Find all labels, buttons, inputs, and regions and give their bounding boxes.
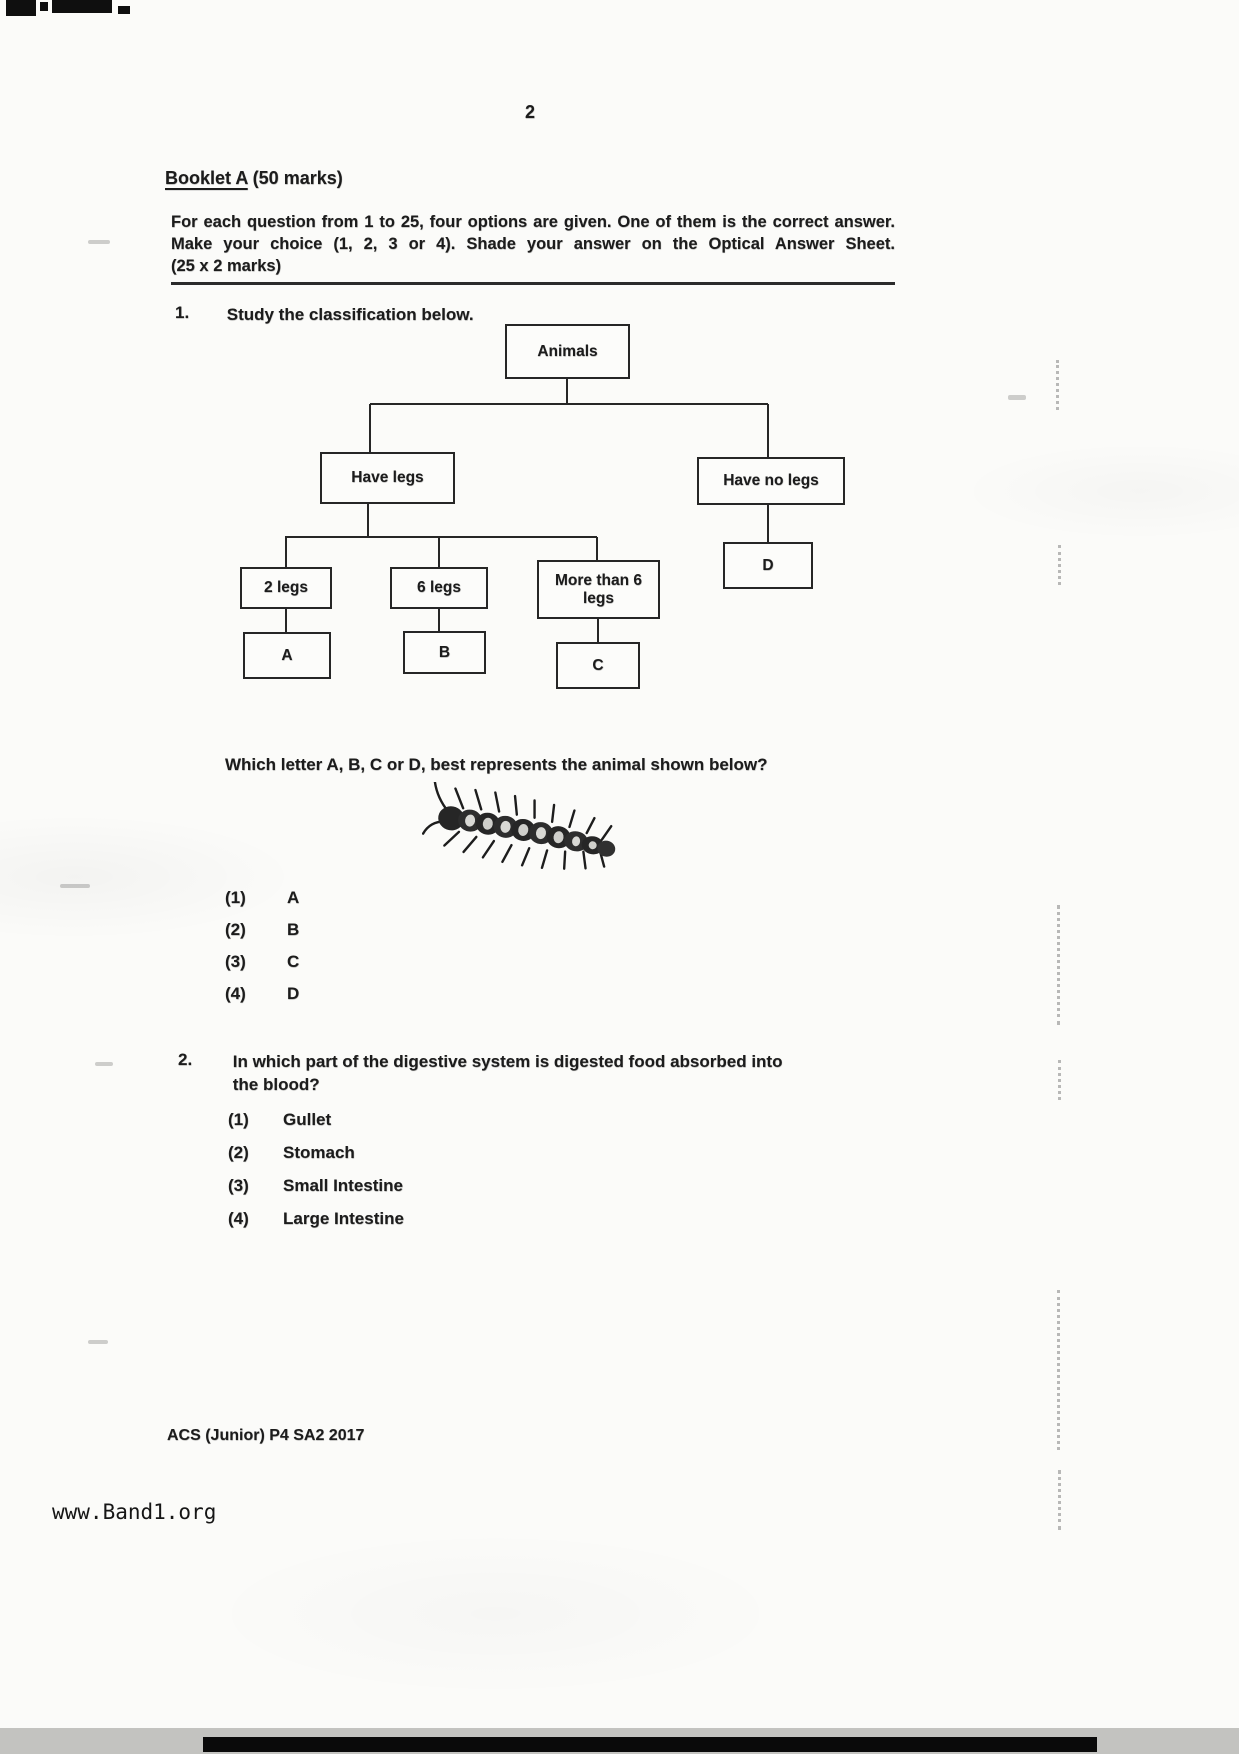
option-label: B	[287, 920, 300, 939]
option-number: (4)	[225, 984, 246, 1003]
exam-footer: ACS (Junior) P4 SA2 2017	[167, 1427, 365, 1444]
question-1-number: 1.	[175, 303, 190, 322]
scan-noise	[1058, 1060, 1061, 1100]
option-row	[225, 984, 299, 1016]
node-animals: Animals	[505, 324, 630, 379]
centipede-drawing	[422, 782, 637, 882]
scan-noise	[1058, 1470, 1061, 1530]
option-number: (1)	[225, 888, 246, 907]
option-number: (2)	[228, 1143, 249, 1162]
scan-noise	[1057, 1290, 1060, 1450]
option-number: (2)	[225, 920, 246, 939]
option-label: C	[287, 952, 300, 971]
question-2-number: 2.	[178, 1050, 193, 1069]
scan-smudge	[88, 1340, 108, 1344]
option-row	[225, 952, 299, 984]
option-label: Gullet	[283, 1110, 332, 1129]
node-six-legs: 6 legs	[390, 567, 488, 609]
option-label: Stomach	[283, 1143, 355, 1162]
booklet-heading	[165, 168, 343, 189]
instruction-line-1: For each question from 1 to 25, four options are given. One of them is the correct answer.	[171, 213, 895, 231]
booklet-title-underlined: Booklet A	[165, 168, 248, 188]
scan-noise	[1058, 545, 1061, 585]
question-1-prompt: Which letter A, B, C or D, best represents the animal shown below?	[225, 755, 768, 774]
option-number: (3)	[225, 952, 246, 971]
instructions-block	[171, 211, 895, 285]
scan-artifact	[52, 0, 112, 13]
node-a: A	[243, 632, 331, 679]
centipede-image	[422, 782, 637, 887]
node-d: D	[723, 542, 813, 589]
option-label: Large Intestine	[283, 1209, 404, 1228]
option-number: (3)	[228, 1176, 249, 1195]
instruction-line-2: Make your choice (1, 2, 3 or 4). Shade your answer on the Optical Answer Sheet.	[171, 235, 895, 253]
option-label: D	[287, 984, 300, 1003]
question-2-text: In which part of the digestive system is digested food absorbed into the blood?	[232, 1052, 783, 1094]
node-b: B	[403, 631, 486, 674]
node-have-legs: Have legs	[320, 452, 455, 504]
option-row	[228, 1143, 404, 1176]
option-row	[228, 1110, 404, 1143]
node-c: C	[556, 642, 640, 689]
classification-diagram	[230, 322, 860, 700]
scan-bottom-bar	[203, 1737, 1097, 1752]
option-label: A	[287, 888, 300, 907]
node-two-legs: 2 legs	[240, 567, 332, 609]
watermark-url: www.Band1.org	[52, 1500, 217, 1524]
option-row	[225, 888, 299, 920]
question-2-header	[178, 1050, 808, 1096]
question-1-text: Study the classification below.	[226, 305, 474, 324]
question-1-options	[225, 888, 299, 1016]
scan-artifact	[118, 6, 130, 14]
option-number: (4)	[228, 1209, 249, 1228]
scan-noise	[1057, 905, 1060, 1025]
page-number: 2	[524, 102, 535, 122]
scan-artifact	[6, 0, 36, 16]
option-row	[228, 1209, 404, 1242]
marks-note: (25 x 2 marks)	[171, 257, 282, 275]
scan-artifact	[40, 2, 48, 11]
option-number: (1)	[228, 1110, 249, 1129]
option-row	[225, 920, 299, 952]
scan-smudge	[95, 1062, 113, 1066]
question-2-options	[228, 1110, 404, 1242]
scan-smudge	[88, 240, 110, 244]
option-row	[228, 1176, 404, 1209]
option-label: Small Intestine	[283, 1176, 403, 1195]
node-more-than-six-legs: More than 6 legs	[537, 560, 660, 619]
booklet-marks: (50 marks)	[247, 168, 343, 188]
node-have-no-legs: Have no legs	[697, 457, 845, 505]
scan-noise	[1056, 360, 1059, 410]
scan-smudge	[1008, 395, 1026, 400]
scan-smudge	[60, 884, 90, 888]
